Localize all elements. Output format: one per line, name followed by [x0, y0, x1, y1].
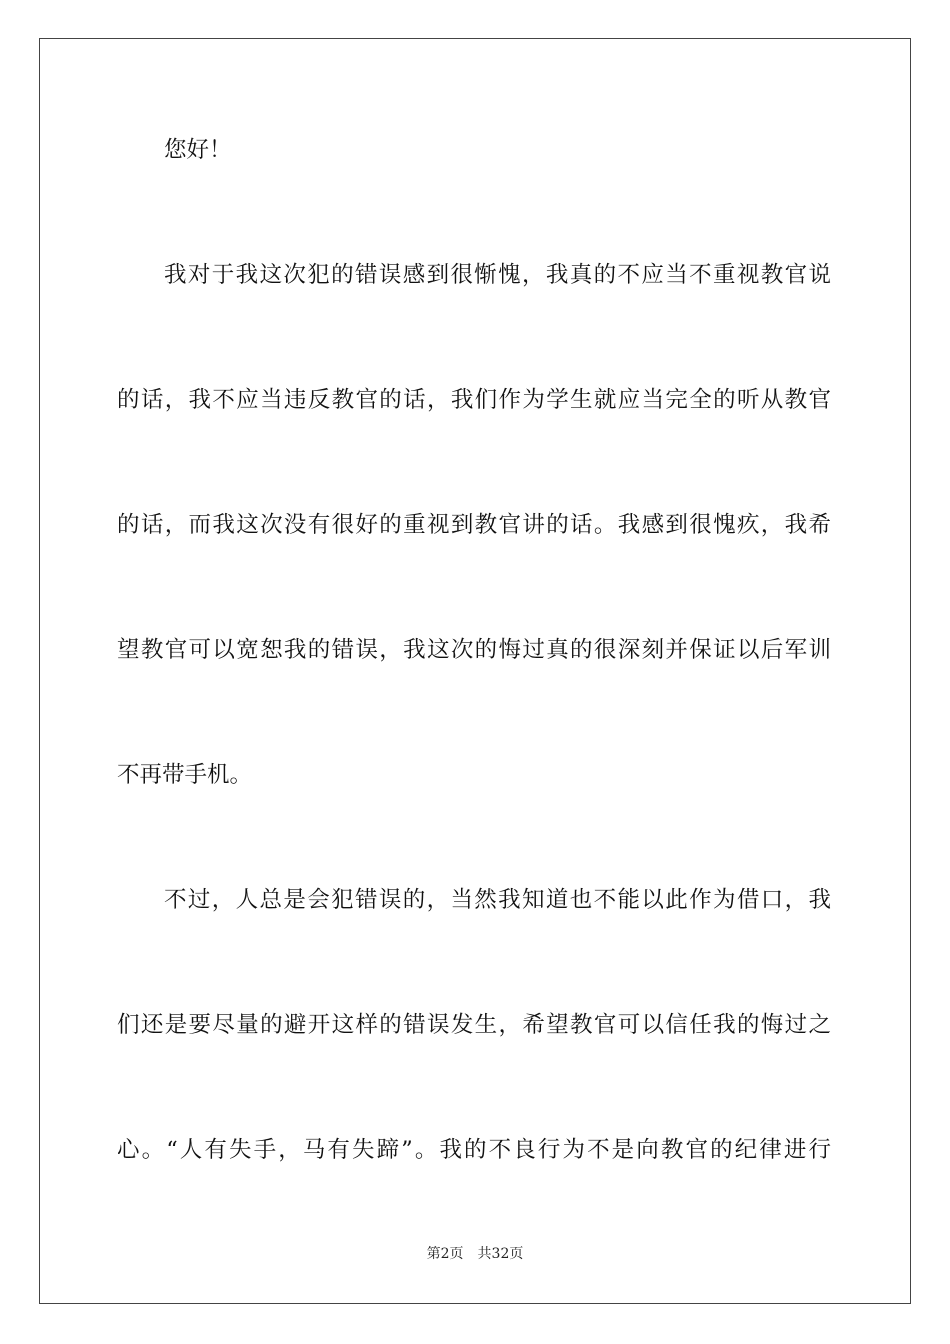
body-line-1: 我对于我这次犯的错误感到很惭愧，我真的不应当不重视教官说	[164, 262, 831, 288]
body-line-5: 不再带手机。	[117, 762, 253, 788]
body-line-3: 的话，而我这次没有很好的重视到教官讲的话。我感到很愧疚，我希	[117, 512, 831, 538]
page-total: 共32页	[477, 1246, 524, 1262]
body-line-4: 望教官可以宽恕我的错误，我这次的悔过真的很深刻并保证以后军训	[117, 637, 831, 663]
body-line-8: 心。“人有失手，马有失蹄”。我的不良行为不是向教官的纪律进行	[117, 1137, 831, 1163]
body-line-2: 的话，我不应当违反教官的话，我们作为学生就应当完全的听从教官	[117, 387, 831, 413]
body-line-6: 不过，人总是会犯错误的，当然我知道也不能以此作为借口，我	[164, 887, 831, 913]
greeting-line: 您好！	[164, 137, 232, 163]
page-number: 第2页	[426, 1246, 464, 1262]
page-frame	[39, 38, 911, 1304]
body-line-7: 们还是要尽量的避开这样的错误发生，希望教官可以信任我的悔过之	[117, 1012, 831, 1038]
page-footer	[0, 1245, 950, 1263]
